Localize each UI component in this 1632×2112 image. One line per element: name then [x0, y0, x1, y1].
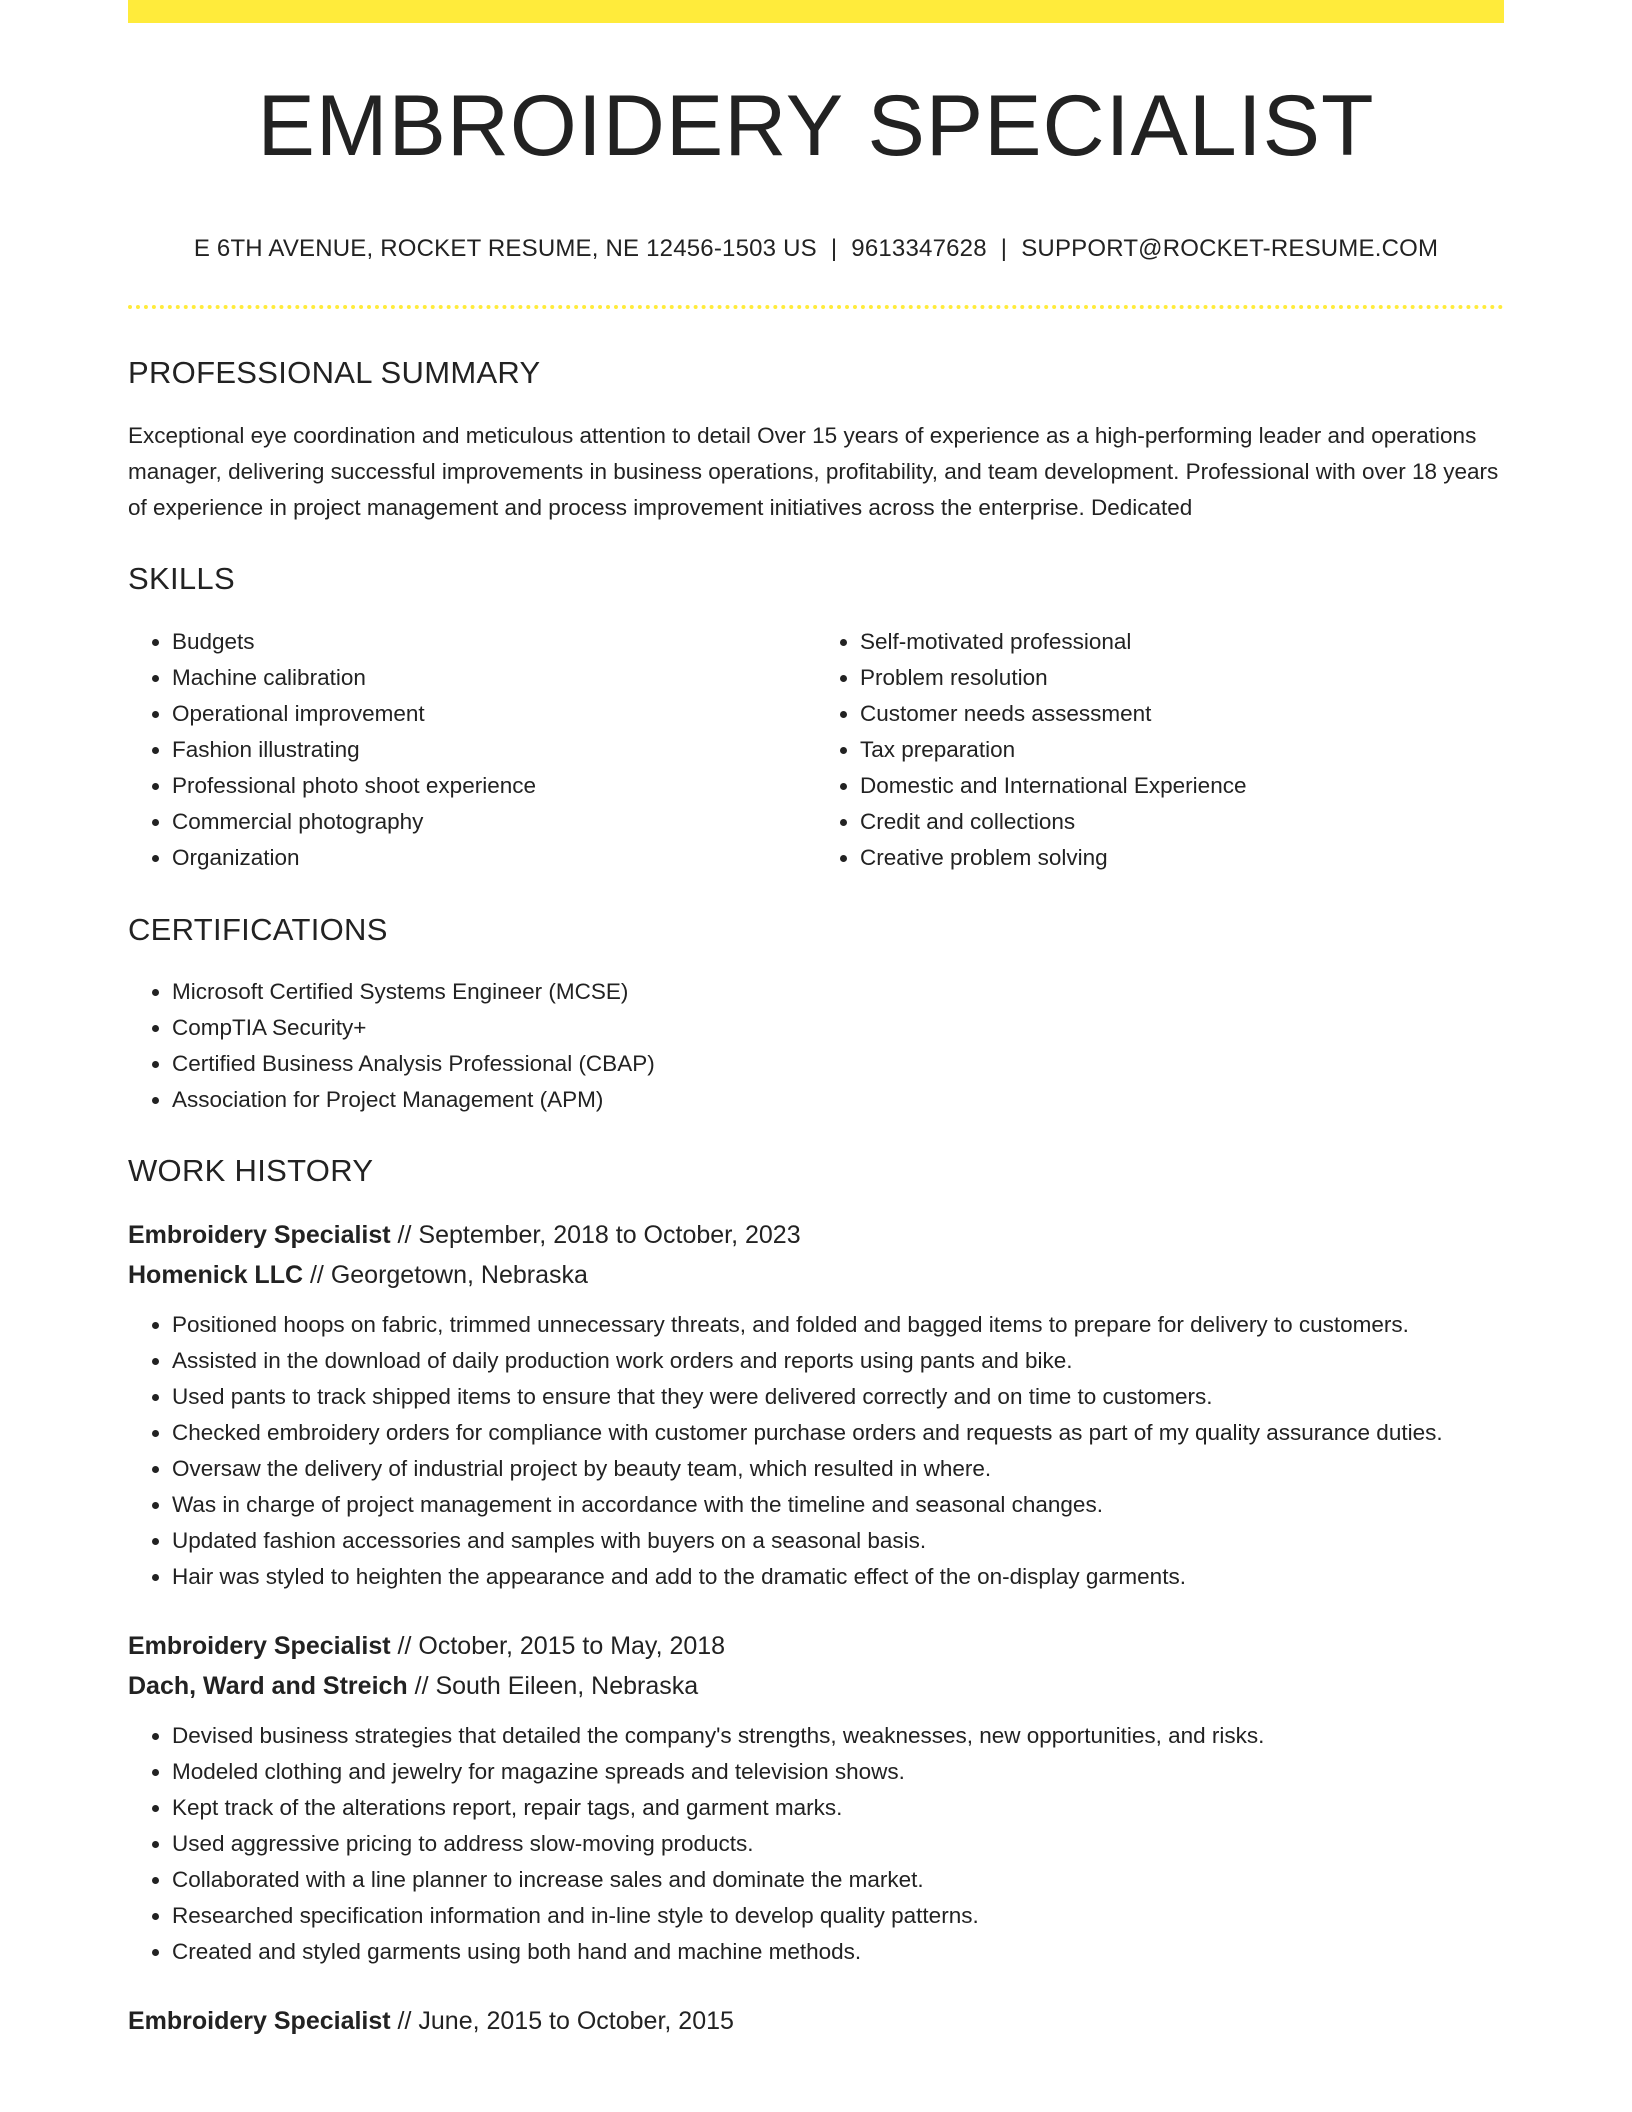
contact-phone: 9613347628: [851, 235, 987, 262]
list-item: • Was in charge of project management in accordance with the timeline and seasonal changes.: [172, 1487, 1504, 1523]
list-item: • Oversaw the delivery of industrial project by beauty team, which resulted in where.: [172, 1451, 1504, 1487]
job-company-line: [128, 1666, 1504, 1706]
skills-list-left: [128, 624, 816, 876]
certifications-heading: CERTIFICATIONS: [128, 912, 388, 948]
list-item: • Association for Project Management (APM): [172, 1082, 1504, 1118]
work-history-heading: WORK HISTORY: [128, 1153, 374, 1189]
skills-list-right: [816, 624, 1504, 876]
job-company: Homenick LLC: [128, 1260, 304, 1289]
list-item: • Positioned hoops on fabric, trimmed unnecessary threats, and folded and bagged items to prepare for delivery to customers.: [172, 1307, 1504, 1343]
list-item: • Microsoft Certified Systems Engineer (MCSE): [172, 974, 1504, 1010]
list-item: • Certified Business Analysis Professional (CBAP): [172, 1046, 1504, 1082]
job-company: Dach, Ward and Streich: [128, 1671, 408, 1700]
job-entry: [128, 1215, 1504, 1595]
contact-info: [128, 235, 1504, 264]
job-role: Embroidery Specialist: [128, 1220, 391, 1249]
list-item: • Used pants to track shipped items to ensure that they were delivered correctly and on time to customers.: [172, 1379, 1504, 1415]
list-item: • Self-motivated professional: [860, 624, 1504, 660]
resume-page: [128, 0, 1504, 2112]
list-item: • Problem resolution: [860, 660, 1504, 696]
contact-address: E 6TH AVENUE, ROCKET RESUME, NE 12456-1503 US: [193, 235, 817, 262]
contact-separator: |: [830, 235, 838, 262]
list-item: • Modeled clothing and jewelry for magazine spreads and television shows.: [172, 1754, 1504, 1790]
job-dates: // June, 2015 to October, 2015: [390, 2006, 734, 2035]
list-item: • Machine calibration: [172, 660, 816, 696]
list-item: • Organization: [172, 840, 816, 876]
summary-heading: PROFESSIONAL SUMMARY: [128, 354, 541, 390]
list-item: • Assisted in the download of daily production work orders and reports using pants and bike.: [172, 1343, 1504, 1379]
list-item: • Domestic and International Experience: [860, 768, 1504, 804]
job-title-line: [128, 1215, 1504, 1255]
list-item: • Credit and collections: [860, 804, 1504, 840]
list-item: • CompTIA Security+: [172, 1010, 1504, 1046]
resume-title: EMBROIDERY SPECIALIST: [257, 78, 1375, 174]
contact-email: SUPPORT@ROCKET-RESUME.COM: [1021, 235, 1439, 262]
job-title-line: [128, 1626, 1504, 1666]
list-item: • Creative problem solving: [860, 840, 1504, 876]
list-item: • Checked embroidery orders for compliance with customer purchase orders and requests as part of my quality assurance duties.: [172, 1415, 1504, 1451]
job-location: // Georgetown, Nebraska: [303, 1260, 588, 1289]
accent-top-bar: [128, 0, 1504, 23]
list-item: • Budgets: [172, 624, 816, 660]
skills-heading: SKILLS: [128, 560, 235, 596]
list-item: • Created and styled garments using both hand and machine methods.: [172, 1934, 1504, 1970]
job-dates: // September, 2018 to October, 2023: [390, 1220, 801, 1249]
list-item: • Hair was styled to heighten the appearance and add to the dramatic effect of the on-display garments.: [172, 1559, 1504, 1595]
job-entry: [128, 1626, 1504, 1970]
list-item: • Tax preparation: [860, 732, 1504, 768]
list-item: • Commercial photography: [172, 804, 816, 840]
list-item: • Customer needs assessment: [860, 696, 1504, 732]
job-dates: // October, 2015 to May, 2018: [390, 1631, 726, 1660]
contact-separator: |: [1000, 235, 1008, 262]
list-item: • Devised business strategies that detailed the company's strengths, weaknesses, new opportunities, and risks.: [172, 1718, 1504, 1754]
list-item: • Professional photo shoot experience: [172, 768, 816, 804]
list-item: • Fashion illustrating: [172, 732, 816, 768]
skills-grid: [128, 624, 1504, 876]
job-title-line: [128, 2001, 1504, 2041]
list-item: • Operational improvement: [172, 696, 816, 732]
job-bullets: [128, 1718, 1504, 1970]
list-item: • Updated fashion accessories and samples with buyers on a seasonal basis.: [172, 1523, 1504, 1559]
job-entry: [128, 2001, 1504, 2041]
dotted-divider: [128, 305, 1504, 309]
job-role: Embroidery Specialist: [128, 2006, 391, 2035]
certifications-list: [128, 974, 1504, 1118]
job-company-line: [128, 1255, 1504, 1295]
list-item: • Researched specification information and in-line style to develop quality patterns.: [172, 1898, 1504, 1934]
list-item: • Kept track of the alterations report, repair tags, and garment marks.: [172, 1790, 1504, 1826]
job-bullets: [128, 1307, 1504, 1595]
summary-text: Exceptional eye coordination and meticulous attention to detail Over 15 years of experience as a high-performing leader and operations manager, delivering successful improvements in business operations, profitability, and team development. Professional with over 18 years of experience in project management and process improvement initiatives across the enterprise. Dedicated: [128, 422, 1499, 520]
list-item: • Used aggressive pricing to address slow-moving products.: [172, 1826, 1504, 1862]
job-location: // South Eileen, Nebraska: [407, 1671, 699, 1700]
job-role: Embroidery Specialist: [128, 1631, 391, 1660]
list-item: • Collaborated with a line planner to increase sales and dominate the market.: [172, 1862, 1504, 1898]
